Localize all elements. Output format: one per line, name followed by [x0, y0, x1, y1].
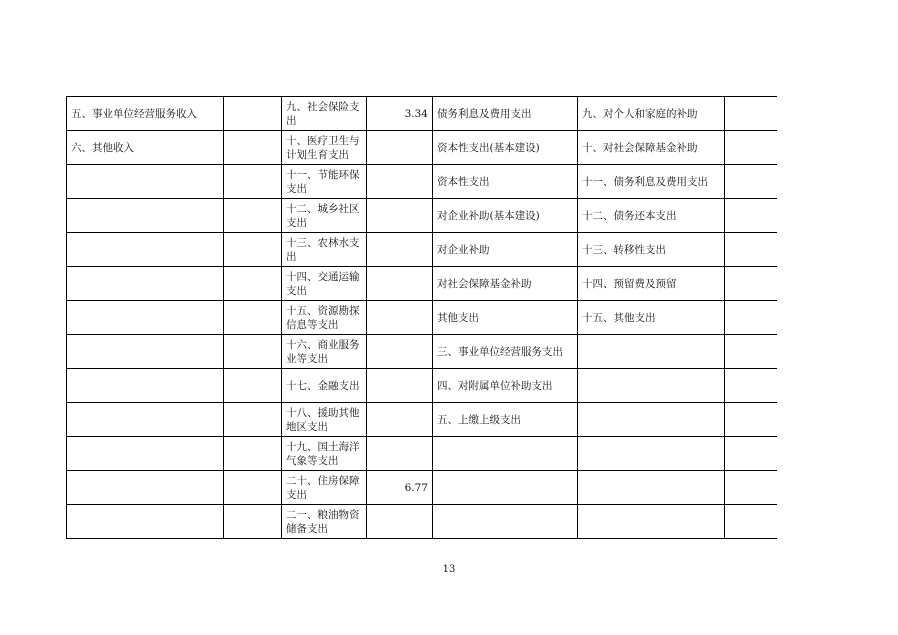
revenue-amount-cell	[224, 267, 282, 301]
government-economic-amount-cell	[725, 97, 777, 131]
expenditure-amount-cell	[367, 403, 433, 437]
expenditure-economic-cell	[433, 505, 578, 539]
revenue-amount-cell	[224, 335, 282, 369]
government-economic-cell: 十四、预留费及预留	[578, 267, 725, 301]
table-row	[67, 437, 777, 471]
expenditure-function-cell: 二一、粮油物资储备支出	[282, 505, 367, 539]
expenditure-economic-cell: 资本性支出(基本建设)	[433, 131, 578, 165]
expenditure-amount-cell	[367, 505, 433, 539]
revenue-item-cell	[67, 267, 224, 301]
revenue-amount-cell	[224, 505, 282, 539]
revenue-amount-cell	[224, 437, 282, 471]
revenue-amount-cell	[224, 369, 282, 403]
expenditure-amount-cell: 3.34	[367, 97, 433, 131]
expenditure-function-cell: 十四、交通运输支出	[282, 267, 367, 301]
expenditure-amount-cell	[367, 165, 433, 199]
expenditure-economic-cell: 对社会保障基金补助	[433, 267, 578, 301]
expenditure-economic-cell: 三、事业单位经营服务支出	[433, 335, 578, 369]
expenditure-amount-cell: 6.77	[367, 471, 433, 505]
revenue-item-cell	[67, 199, 224, 233]
government-economic-cell: 十三、转移性支出	[578, 233, 725, 267]
expenditure-amount-cell	[367, 301, 433, 335]
government-economic-cell: 十一、债务利息及费用支出	[578, 165, 725, 199]
government-economic-amount-cell	[725, 335, 777, 369]
government-economic-amount-cell	[725, 505, 777, 539]
expenditure-economic-cell: 债务利息及费用支出	[433, 97, 578, 131]
government-economic-amount-cell	[725, 233, 777, 267]
government-economic-cell: 十二、债务还本支出	[578, 199, 725, 233]
table-row	[67, 199, 777, 233]
table-row	[67, 165, 777, 199]
expenditure-function-cell: 十二、城乡社区支出	[282, 199, 367, 233]
table-row	[67, 301, 777, 335]
revenue-amount-cell	[224, 471, 282, 505]
table-row	[67, 505, 777, 539]
revenue-item-cell	[67, 437, 224, 471]
expenditure-economic-cell: 其他支出	[433, 301, 578, 335]
government-economic-cell: 十、对社会保障基金补助	[578, 131, 725, 165]
expenditure-function-cell: 十八、援助其他地区支出	[282, 403, 367, 437]
government-economic-amount-cell	[725, 267, 777, 301]
expenditure-function-cell: 十三、农林水支出	[282, 233, 367, 267]
revenue-amount-cell	[224, 301, 282, 335]
expenditure-function-cell: 十一、节能环保支出	[282, 165, 367, 199]
expenditure-function-cell: 十、医疗卫生与计划生育支出	[282, 131, 367, 165]
revenue-amount-cell	[224, 233, 282, 267]
revenue-item-cell: 六、其他收入	[67, 131, 224, 165]
table-row	[67, 97, 777, 131]
government-economic-cell: 九、对个人和家庭的补助	[578, 97, 725, 131]
expenditure-amount-cell	[367, 199, 433, 233]
government-economic-amount-cell	[725, 165, 777, 199]
expenditure-function-cell: 九、社会保险支出	[282, 97, 367, 131]
government-economic-amount-cell	[725, 369, 777, 403]
revenue-item-cell	[67, 335, 224, 369]
government-economic-cell	[578, 505, 725, 539]
government-economic-cell	[578, 403, 725, 437]
government-economic-cell	[578, 335, 725, 369]
revenue-amount-cell	[224, 165, 282, 199]
revenue-item-cell	[67, 165, 224, 199]
revenue-item-cell	[67, 471, 224, 505]
expenditure-economic-cell: 四、对附属单位补助支出	[433, 369, 578, 403]
government-economic-amount-cell	[725, 403, 777, 437]
revenue-item-cell	[67, 403, 224, 437]
table-row	[67, 403, 777, 437]
expenditure-function-cell: 十六、商业服务业等支出	[282, 335, 367, 369]
expenditure-function-cell: 十七、金融支出	[282, 369, 367, 403]
revenue-amount-cell	[224, 131, 282, 165]
government-economic-cell: 十五、其他支出	[578, 301, 725, 335]
revenue-item-cell	[67, 233, 224, 267]
table-row	[67, 267, 777, 301]
expenditure-amount-cell	[367, 267, 433, 301]
expenditure-amount-cell	[367, 437, 433, 471]
expenditure-economic-cell: 对企业补助	[433, 233, 578, 267]
government-economic-amount-cell	[725, 437, 777, 471]
expenditure-economic-cell: 资本性支出	[433, 165, 578, 199]
table-row	[67, 131, 777, 165]
expenditure-function-cell: 二十、住房保障支出	[282, 471, 367, 505]
revenue-item-cell	[67, 505, 224, 539]
expenditure-amount-cell	[367, 233, 433, 267]
revenue-item-cell: 五、事业单位经营服务收入	[67, 97, 224, 131]
expenditure-amount-cell	[367, 369, 433, 403]
government-economic-amount-cell	[725, 301, 777, 335]
expenditure-amount-cell	[367, 335, 433, 369]
government-economic-amount-cell	[725, 199, 777, 233]
expenditure-economic-cell: 对企业补助(基本建设)	[433, 199, 578, 233]
page-number: 13	[442, 564, 456, 575]
government-economic-cell	[578, 437, 725, 471]
expenditure-economic-cell	[433, 437, 578, 471]
revenue-amount-cell	[224, 199, 282, 233]
expenditure-economic-cell: 五、上缴上级支出	[433, 403, 578, 437]
table-row	[67, 369, 777, 403]
government-economic-amount-cell	[725, 131, 777, 165]
expenditure-economic-cell	[433, 471, 578, 505]
revenue-item-cell	[67, 301, 224, 335]
government-economic-cell	[578, 471, 725, 505]
government-economic-amount-cell	[725, 471, 777, 505]
revenue-amount-cell	[224, 403, 282, 437]
expenditure-amount-cell	[367, 131, 433, 165]
revenue-item-cell	[67, 369, 224, 403]
revenue-amount-cell	[224, 97, 282, 131]
expenditure-function-cell: 十五、资源勘探信息等支出	[282, 301, 367, 335]
table-row	[67, 471, 777, 505]
table-row	[67, 233, 777, 267]
table-row	[67, 335, 777, 369]
expenditure-function-cell: 十九、国土海洋气象等支出	[282, 437, 367, 471]
government-economic-cell	[578, 369, 725, 403]
budget-table	[66, 96, 777, 539]
